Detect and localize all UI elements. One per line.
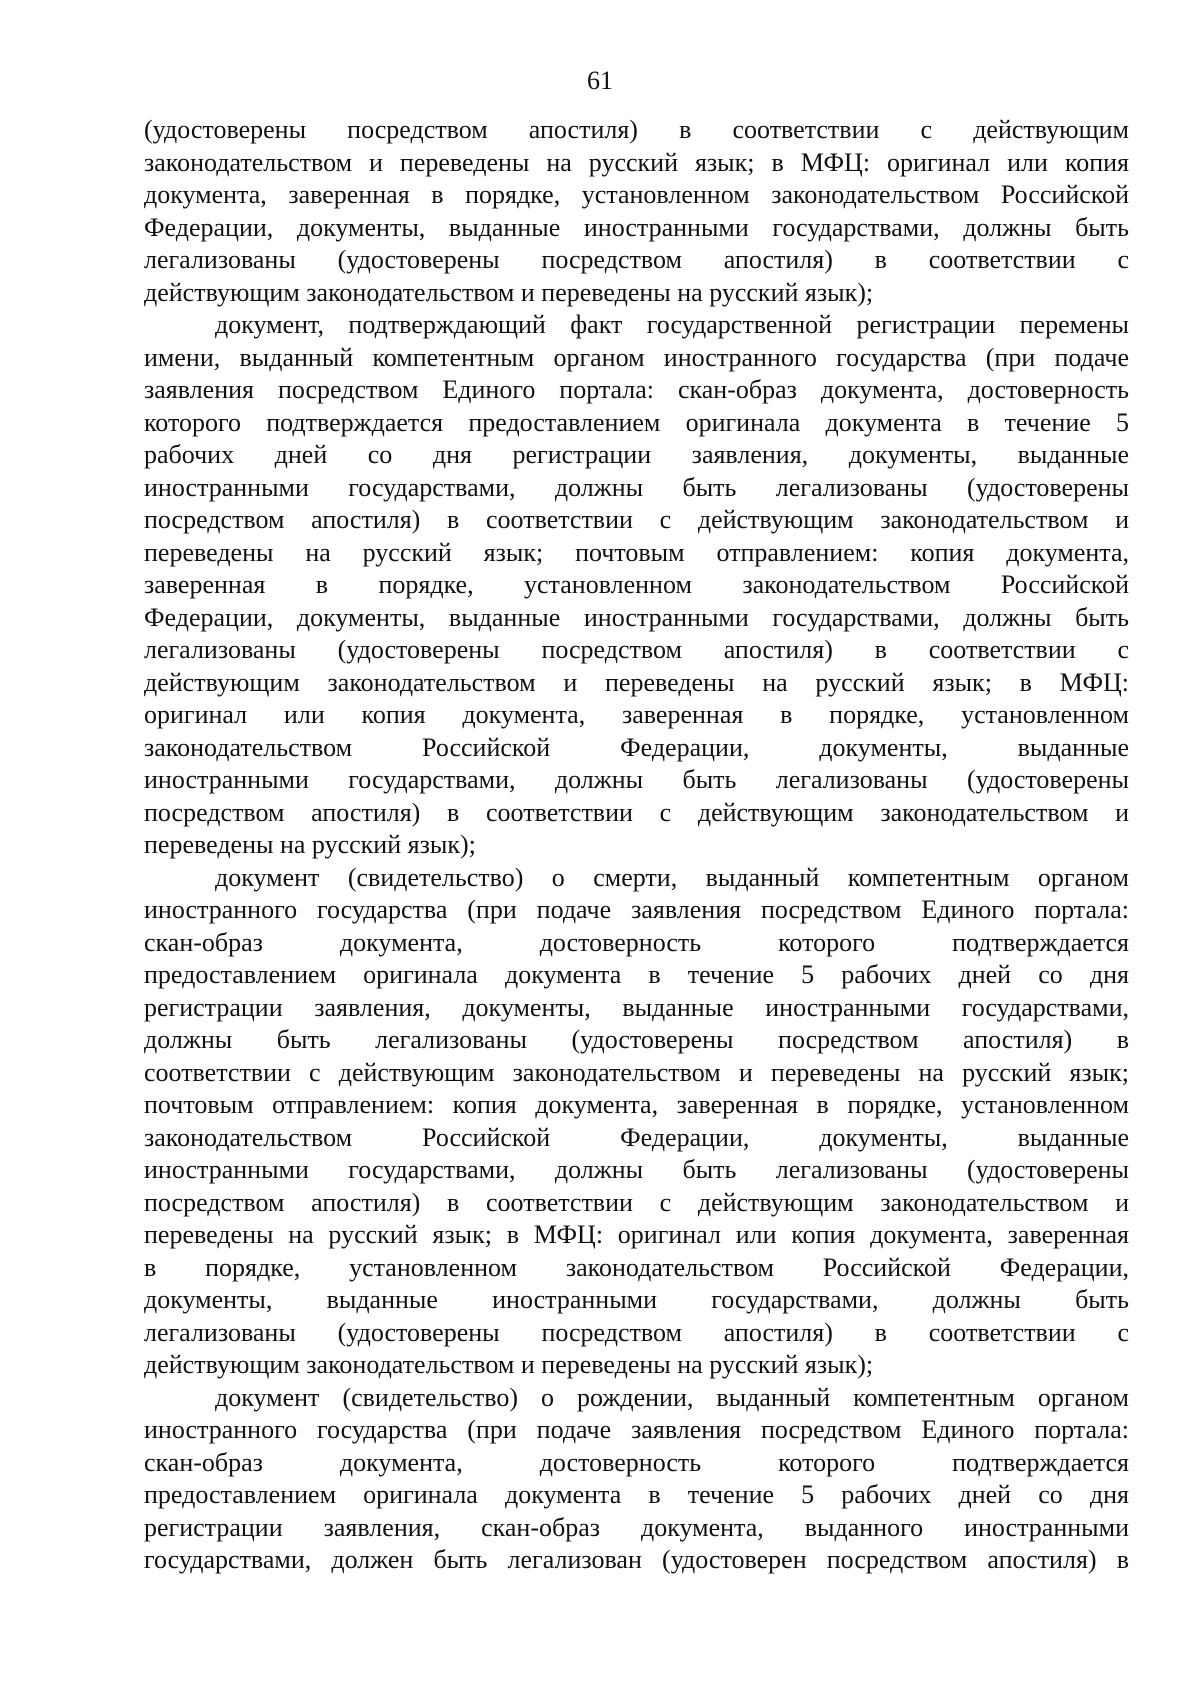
text-line: законодательством Российской Федерации, документы, выданные bbox=[144, 1122, 1129, 1152]
text-line: должны быть легализованы (удостоверены посредством апостиля) в bbox=[144, 1025, 1129, 1054]
text-line: которого подтверждается предоставлением оригинала документа в течение 5 bbox=[144, 407, 1129, 437]
text-line: соответствии с действующим законодательством и переведены на русский язык; bbox=[144, 1057, 1129, 1087]
text-line: действующим законодательством и переведены на русский язык); bbox=[144, 277, 874, 307]
text-line: посредством апостиля) в соответствии с действующим законодательством и bbox=[144, 797, 1129, 827]
text-line: почтовым отправлением: копия документа, заверенная в порядке, установленном bbox=[144, 1090, 1129, 1119]
text-line: в порядке, установленном законодательством Российской Федерации, bbox=[144, 1252, 1129, 1282]
text-line: легализованы (удостоверены посредством апостиля) в соответствии с bbox=[144, 245, 1129, 274]
text-line: (удостоверены посредством апостиля) в соответствии с действующим bbox=[144, 115, 1129, 144]
text-line: посредством апостиля) в соответствии с действующим законодательством и bbox=[144, 505, 1129, 534]
text-line: иностранного государства (при подаче заявления посредством Единого портала: bbox=[144, 1415, 1129, 1444]
text-line: имени, выданный компетентным органом иностранного государства (при подаче bbox=[144, 342, 1129, 372]
text-line: документы, выданные иностранными государствами, должны быть bbox=[144, 1285, 1129, 1314]
text-line: регистрации заявления, скан-образ документа, выданного иностранными bbox=[144, 1512, 1129, 1542]
text-line: законодательством Российской Федерации, документы, выданные bbox=[144, 732, 1129, 762]
text-line: Федерации, документы, выданные иностранными государствами, должны быть bbox=[144, 212, 1129, 242]
text-line: посредством апостиля) в соответствии с действующим законодательством и bbox=[144, 1187, 1129, 1217]
text-line: документ (свидетельство) о смерти, выданный компетентным органом bbox=[215, 862, 1129, 892]
text-line: иностранными государствами, должны быть легализованы (удостоверены bbox=[144, 765, 1129, 794]
text-line: заверенная в порядке, установленном законодательством Российской bbox=[144, 570, 1129, 599]
document-body bbox=[144, 114, 1129, 1577]
text-line: предоставлением оригинала документа в течение 5 рабочих дней со дня bbox=[144, 960, 1129, 989]
text-line: иностранными государствами, должны быть легализованы (удостоверены bbox=[144, 1155, 1129, 1184]
text-line: переведены на русский язык; в МФЦ: оригинал или копия документа, заверенная bbox=[144, 1220, 1129, 1249]
text-line: легализованы (удостоверены посредством апостиля) в соответствии с bbox=[144, 1317, 1129, 1347]
text-line: регистрации заявления, документы, выданные иностранными государствами, bbox=[144, 992, 1129, 1022]
page-number: 61 bbox=[587, 66, 613, 95]
text-line: иностранными государствами, должны быть легализованы (удостоверены bbox=[144, 472, 1129, 502]
text-line: легализованы (удостоверены посредством апостиля) в соответствии с bbox=[144, 635, 1129, 664]
text-line: Федерации, документы, выданные иностранными государствами, должны быть bbox=[144, 602, 1129, 632]
text-line: рабочих дней со дня регистрации заявления, документы, выданные bbox=[144, 440, 1129, 469]
text-line: скан-образ документа, достоверность которого подтверждается bbox=[144, 927, 1129, 957]
text-line: документа, заверенная в порядке, установленном законодательством Российской bbox=[144, 180, 1129, 209]
text-line: государствами, должен быть легализован (удостоверен посредством апостиля) в bbox=[144, 1545, 1129, 1574]
text-line: заявления посредством Единого портала: скан-образ документа, достоверность bbox=[144, 375, 1129, 404]
text-line: скан-образ документа, достоверность которого подтверждается bbox=[144, 1447, 1129, 1477]
text-line: законодательством и переведены на русский язык; в МФЦ: оригинал или копия bbox=[144, 147, 1129, 177]
text-line: оригинал или копия документа, заверенная в порядке, установленном bbox=[144, 700, 1129, 729]
text-line: переведены на русский язык); bbox=[144, 830, 476, 859]
text-line: документ (свидетельство) о рождении, выданный компетентным органом bbox=[215, 1382, 1129, 1412]
text-line: действующим законодательством и переведены на русский язык); bbox=[144, 1350, 874, 1379]
text-line: иностранного государства (при подаче заявления посредством Единого портала: bbox=[144, 895, 1129, 924]
text-line: действующим законодательством и переведены на русский язык; в МФЦ: bbox=[144, 667, 1129, 697]
text-line: предоставлением оригинала документа в течение 5 рабочих дней со дня bbox=[144, 1480, 1129, 1509]
text-line: документ, подтверждающий факт государственной регистрации перемены bbox=[215, 310, 1129, 339]
text-line: переведены на русский язык; почтовым отправлением: копия документа, bbox=[144, 537, 1129, 567]
